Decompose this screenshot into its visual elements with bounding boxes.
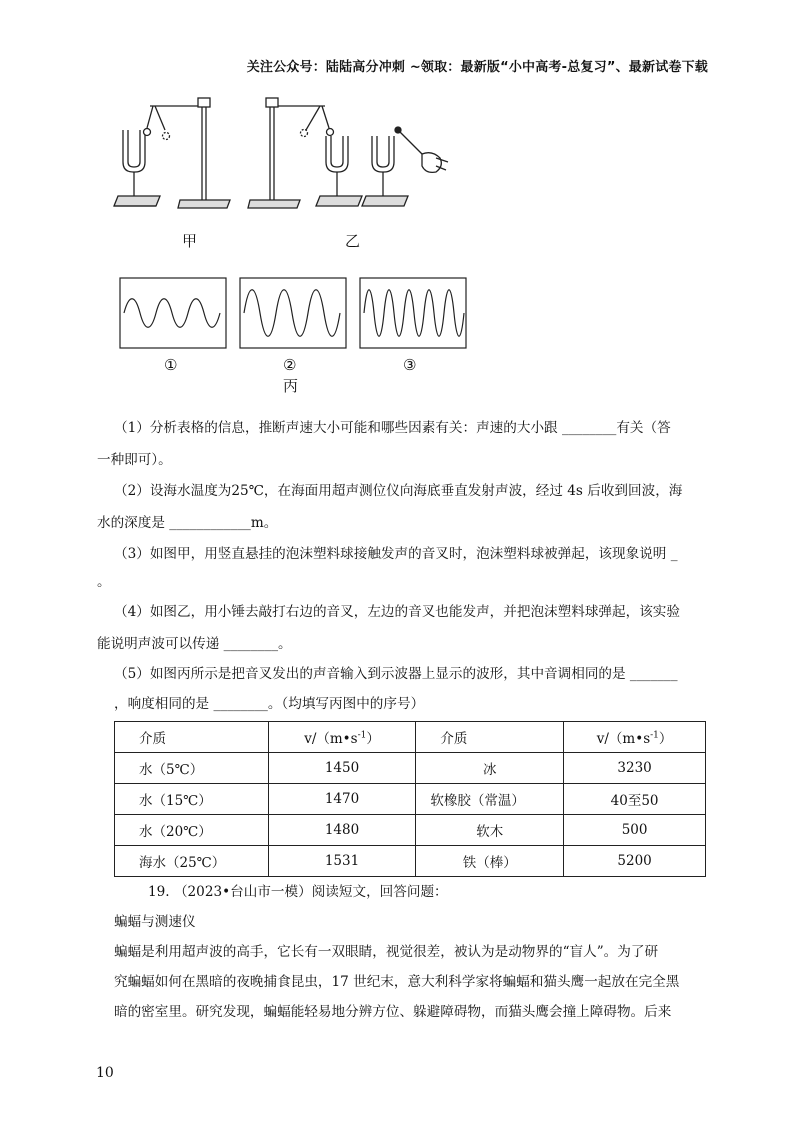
stand-yi [248,98,334,208]
article-title: 蝙蝠与测速仪 [114,914,196,930]
figure-yi-label: 乙 [345,232,361,250]
table-cell: 1470 [268,784,416,815]
stand-jia [144,98,231,208]
table-header-cell: $v/(m•s^{-1})$ [268,722,416,753]
table-header-cell: 介质 [416,722,564,753]
table-cell: 3230 [564,753,706,784]
table-cell: 水（20℃） [115,815,269,846]
table-cell: 水（15℃） [115,784,269,815]
fork-jia-left [114,130,160,206]
figure-bing-label: 丙 [283,377,299,395]
table-cell: 海水（25℃） [115,846,269,877]
article-line-3: 暗的密室里。研究发现，蝙蝠能轻易地分辨方位、躲避障碍物，而猫头鹰会撞上障碍物。后来 [114,1004,672,1020]
question-4-line-2: 能说明声波可以传递 ________。 [97,636,292,652]
wave-label-3: ③ [403,356,417,374]
table-cell: 1480 [268,815,416,846]
sound-speed-table [114,721,706,877]
question-1-line-2: 一种即可）。 [97,452,172,468]
wave-2 [244,290,340,337]
wave-label-2: ② [283,356,297,374]
question-5-line-2: ，响度相同的是 ________。（均填写丙图中的序号） [114,696,425,712]
table-row [115,753,706,784]
question-5-line-1: （5）如图丙所示是把音叉发出的声音输入到示波器上显示的波形，其中音调相同的是 _______ [114,666,678,682]
table-header-cell: 介质 [115,722,269,753]
question-4-line-1: （4）如图乙，用小锤去敲打右边的音叉，左边的音叉也能发声，并把泡沫塑料球弹起，该实验 [114,604,680,620]
table-cell: 软木 [416,815,564,846]
wave-3 [364,290,464,337]
table-cell: 软橡胶（常温） [416,784,564,815]
figure-jia-label: 甲 [182,232,198,250]
table-row [115,815,706,846]
table-cell: 40至50 [564,784,706,815]
question-19-title: 19. （2023•台山市一模）阅读短文，回答问题： [148,884,448,900]
question-2-line-1: （2）设海水温度为25℃，在海面用超声测位仪向海底垂直发射声波，经过 4s 后收到回波，海 [114,483,683,499]
table-cell: 1450 [268,753,416,784]
waveform-figure [118,276,478,352]
question-3-line-2: 。 [97,574,111,590]
tuning-fork-figure [110,92,460,222]
table-cell: 铁（棒） [416,846,564,877]
wave-1 [124,299,220,328]
fork-yi-right [362,127,448,206]
table-cell: 水（5℃） [115,753,269,784]
table-header-row [115,722,706,753]
wave-label-1: ① [164,356,178,374]
table-row [115,784,706,815]
table-cell: 500 [564,815,706,846]
question-2-line-2: 水的深度是 ____________m。 [97,515,278,531]
table-cell: 5200 [564,846,706,877]
table-row [115,846,706,877]
article-line-1: 蝙蝠是利用超声波的高手，它长有一双眼睛，视觉很差，被认为是动物界的“盲人”。为了研 [114,944,659,960]
table-cell: 冰 [416,753,564,784]
page-header: 关注公众号：陆陆高分冲刺 ~领取：最新版“小中高考-总复习”、最新试卷下载 [246,60,708,75]
question-1-line-1: （1）分析表格的信息，推断声速大小可能和哪些因素有关：声速的大小跟 ________有关（答 [114,420,671,436]
fork-yi-middle [316,136,362,206]
question-3-line-1: （3）如图甲，用竖直悬挂的泡沫塑料球接触发声的音叉时，泡沫塑料球被弹起，该现象说明 _ [114,546,678,562]
article-line-2: 究蝙蝠如何在黑暗的夜晚捕食昆虫，17 世纪末，意大利科学家将蝙蝠和猫头鹰一起放在完全黑 [114,974,680,990]
page-number: 10 [96,1065,114,1081]
table-cell: 1531 [268,846,416,877]
table-header-cell: $v/(m•s^{-1})$ [564,722,706,753]
